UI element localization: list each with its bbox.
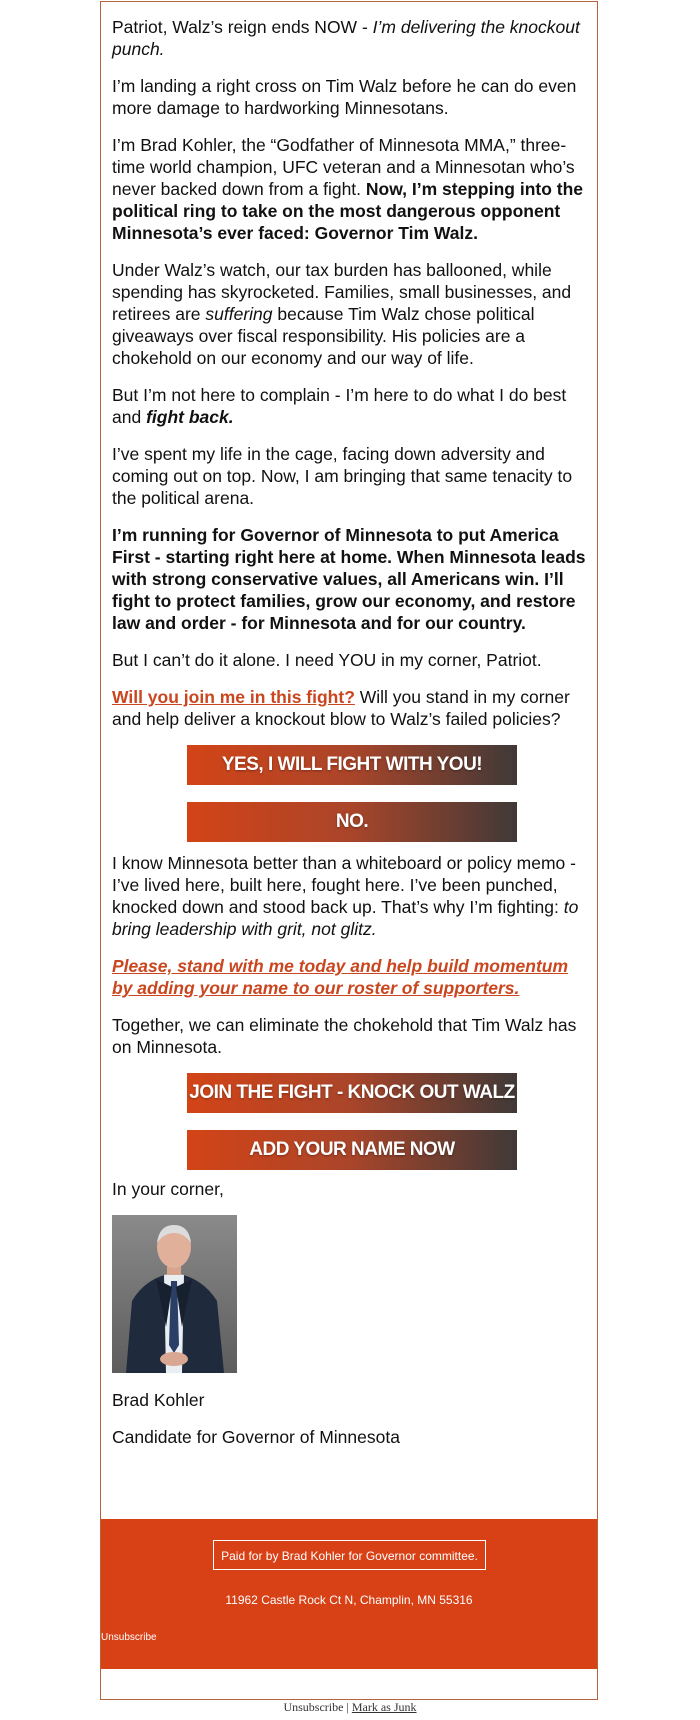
yes-fight-button[interactable]: YES, I WILL FIGHT WITH YOU! [187, 745, 517, 785]
candidate-name: Brad Kohler [112, 1390, 205, 1410]
paragraph-intro: Patriot, Walz’s reign ends NOW - I’m delivering the knockout punch. [112, 17, 580, 59]
closing-text: In your corner, [112, 1179, 224, 1199]
mark-as-junk-link[interactable]: Mark as Junk [351, 1700, 417, 1714]
paragraph-cage: I’ve spent my life in the cage, facing down adversity and coming out on top. Now, I am bringing that same tenacity to the political arena. [112, 444, 573, 508]
paragraph-join-question: Will you join me in this fight? Will you stand in my corner and help deliver a knockout blow to Walz’s failed policies? [112, 687, 570, 729]
join-fight-link[interactable]: Will you join me in this fight? [112, 687, 355, 707]
paragraph-tax-burden: Under Walz’s watch, our tax burden has ballooned, while spending has skyrocketed. Families, small businesses, and retirees are suffering because Tim Walz chose political giveaways over fiscal responsibility. His policies are a chokehold on our economy and our way of life. [112, 260, 572, 368]
committee-address: 11962 Castle Rock Ct N, Champlin, MN 55316 [225, 1593, 473, 1607]
join-fight-button[interactable]: JOIN THE FIGHT - KNOCK OUT WALZ [187, 1073, 517, 1113]
paragraph-running: I’m running for Governor of Minnesota to put America First - starting right here at home. When Minnesota leads with strong conservative values, all Americans win. I’ll fight to protect families, grow our economy, and restore law and order - for Minnesota and for our country. [112, 525, 586, 633]
email-footer [101, 1519, 597, 1669]
email-body [112, 16, 592, 1463]
candidate-photo [112, 1215, 237, 1373]
add-name-button[interactable]: ADD YOUR NAME NOW [187, 1130, 517, 1170]
paragraph-fight-back: But I’m not here to complain - I’m here to do what I do best and fight back. [112, 385, 567, 427]
candidate-portrait-icon [112, 1215, 237, 1373]
paragraph-stand-with-me [112, 955, 592, 999]
email-card [100, 1, 598, 1700]
paragraph-together: Together, we can eliminate the chokehold that Tim Walz has on Minnesota. [112, 1015, 577, 1057]
bottom-unsubscribe-text[interactable]: Unsubscribe [283, 1700, 344, 1714]
candidate-title: Candidate for Governor of Minnesota [112, 1427, 400, 1447]
paragraph-corner: But I can’t do it alone. I need YOU in my corner, Patriot. [112, 650, 542, 670]
link-separator: | [346, 1700, 349, 1714]
add-name-link[interactable]: Please, stand with me today and help build momentum by adding your name to our roster of supporters. [112, 956, 569, 998]
no-button[interactable]: NO. [187, 802, 517, 842]
paragraph-know-minnesota: I know Minnesota better than a whiteboard or policy memo - I’ve lived here, built here, fought here. I’ve been punched, knocked down and stood back up. That’s why I’m fighting: to bring leadership with grit, not glitz. [112, 853, 579, 939]
paid-for-disclaimer: Paid for by Brad Kohler for Governor committee. [213, 1540, 486, 1570]
bottom-links [0, 1700, 700, 1715]
paragraph-biography: I’m Brad Kohler, the “Godfather of Minnesota MMA,” three-time world champion, UFC veteran and a Minnesotan who’s never backed down from a fight. Now, I’m stepping into the political ring to take on the most dangerous opponent Minnesota’s ever faced: Governor Tim Walz. [112, 135, 584, 243]
footer-unsubscribe-link[interactable]: Unsubscribe [101, 1632, 157, 1643]
paragraph-right-cross: I’m landing a right cross on Tim Walz before he can do even more damage to hardworking Minnesotans. [112, 76, 577, 118]
